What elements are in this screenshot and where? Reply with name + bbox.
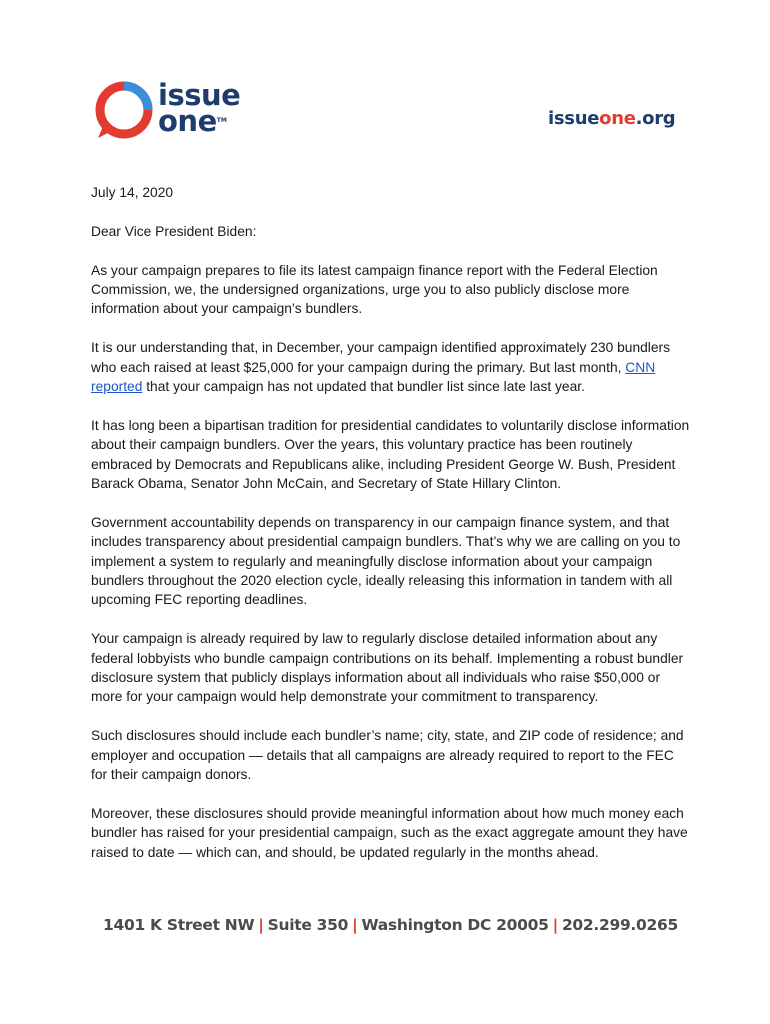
paragraph-2: It is our understanding that, in December, your campaign identified approximately 230 bundlers who each raised at least $25,000 for your campaign during the primary. But last month, CNN reported that your campaign has not updated that bundler list since late last year. [91, 340, 671, 395]
letter-body [91, 183, 691, 881]
speech-bubble-logo-icon [94, 80, 154, 140]
logo-wordmark-line2: one [158, 104, 217, 138]
paragraph-7: Moreover, these disclosures should provide meaningful information about how much money each bundler has raised for your presidential campaign, such as the exact aggregate amount they have raised to date — which can, and should, be updated regularly in the months ahead. [91, 805, 688, 860]
paragraph-6: Such disclosures should include each bundler’s name; city, state, and ZIP code of residence; and employer and occupation — details that all campaigns are already required to report to the FEC for their campaign donors. [91, 728, 684, 783]
footer-street: 1401 K Street NW [103, 916, 255, 934]
footer-phone: 202.299.0265 [561, 916, 678, 934]
trademark-mark: TM [216, 117, 227, 124]
paragraph-5: Your campaign is already required by law to regularly disclose detailed information about any federal lobbyists who bundle campaign contributions on its behalf. Implementing a robust bundler disclosure system that publicly displays information about all individuals who raise $50,000 or more for your campaign would help demonstrate your commitment to transparency. [91, 631, 684, 705]
site-url[interactable]: issueone.org [548, 108, 676, 129]
paragraph-1: As your campaign prepares to file its latest campaign finance report with the Federal Election Commission, we, the undersigned organizations, urge you to also publicly disclose more information about your campaign’s bundlers. [91, 262, 658, 317]
issue-one-logo [92, 78, 257, 150]
logo-wordmark-line1: issue [158, 78, 241, 112]
letter-date: July 14, 2020 [91, 185, 174, 200]
paragraph-3: It has long been a bipartisan tradition for presidential candidates to voluntarily disclose information about their campaign bundlers. Over the years, this voluntary practice has been routinely embraced by Democrats and Republicans alike, including President George W. Bush, President Barack Obama, Senator John McCain, and Secretary of State Hillary Clinton. [91, 417, 690, 492]
footer-address: 1401 K Street NW | Suite 350 | Washington DC 20005 | 202.299.0265 [103, 916, 678, 934]
cnn-reported-link[interactable]: CNN reported [91, 359, 656, 395]
footer-city: Washington DC 20005 [361, 916, 549, 934]
footer-suite: Suite 350 [267, 916, 349, 934]
letter-salutation: Dear Vice President Biden: [91, 223, 257, 239]
paragraph-4: Government accountability depends on transparency in our campaign finance system, and that includes transparency about presidential campaign bundlers. That’s why we are calling on you to implement a system to regularly and meaningfully disclose information about your campaign bundlers throughout the 2020 election cycle, ideally releasing this information in tandem with all upcoming FEC reporting deadlines. [91, 514, 681, 608]
